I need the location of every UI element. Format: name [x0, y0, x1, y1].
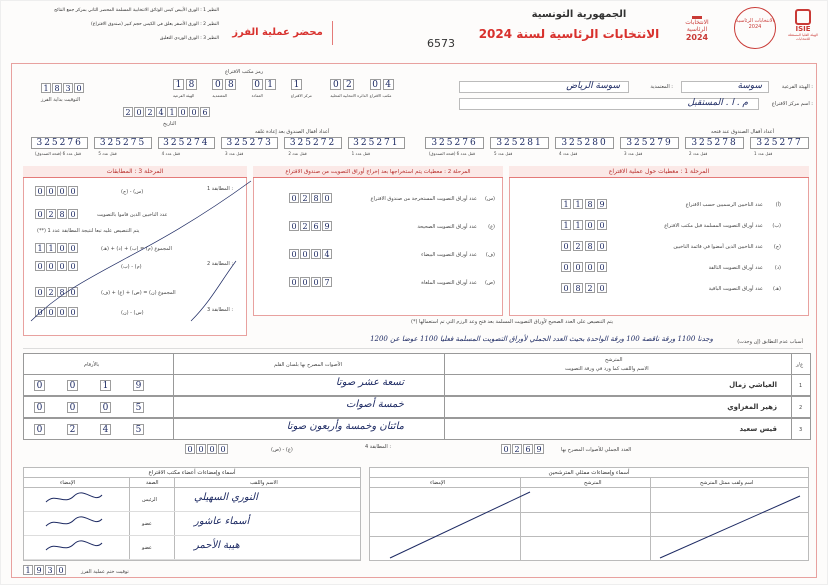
- member-row: [24, 488, 360, 512]
- lock-field: 325276 قفل عدد 6 (فتحة الصندوق): [425, 137, 488, 161]
- member-role: عضو: [142, 521, 152, 527]
- stage1-row: 0 8 2 0 عدد أوراق التصويت الباقية (هـ): [509, 281, 809, 299]
- voters-digits[interactable]: 0 2 8 0: [35, 209, 85, 221]
- date-group: 2 0 2 4 1 0 0 6 التاريخ: [123, 107, 223, 119]
- lock-field: 325279 قفل عدد 3: [620, 137, 683, 161]
- code-segment: 1 مركز الاقتراع: [291, 80, 312, 98]
- mismatch-row: أسباب عدم التطابق (إن وجدت) وجدنا 1100 ورقة ناقصة 100 ورقة الواحدة بحيث العدد الجملي لأوراق التصويت المسلمة فعليا 1100 عوضا عن 1200: [370, 335, 803, 345]
- match2-digits[interactable]: 0 0 0 0: [35, 261, 85, 273]
- votes-in-words: مائتان وخمسة وأربعون صوتا: [286, 421, 404, 432]
- header-name: المترشح الاسم واللقب كما ورد في ورقة التصويت: [444, 353, 792, 375]
- vote-count-form: الانتخابات الرئاسية 2024 ISIE الهيئة العليا المستقلة للانتخابات الانتخابات الرئاسية 2024 الجمهورية التونسية الانتخابات الرئاسية لسنة 2024 6573 محضر عملية الفرز النظير 1 : الورق الأبيض كيس الوثائق الانتخابية المسلمة المحضر الثاني بمركز جمع النتائج النظير 2 : الورق الأصفر يعلق في الكيس حجم كبير (صندوق الاقتراع) النظير 3 : الورق الوردي التعليق 1 8 3 0 التوقيت بداية الفرز رمز مكتب الاقتراع 1 8 الهيئة الفرعية 0 8 المعتمدية 0 1 العمادة 1 مركز الاقتراع 0 2 الدائرة الانتخابية المحلية 0 4 مكتب الاقتراع 2 0 2 4 1 0 0 6 التاريخ الهيئة الفرعية : سوسة المعتمدية : سوسة الرياض اسم مركز الاقتراع : م . ا . المستقبل أعداد أقفال الصندوق عند فتحه 325277 قفل عدد 1 325278 قفل عدد 2 325279 قفل عدد 3 325280 قفل عدد 4 325281 قفل عدد 5 325276 قفل عدد 6 (فتحة الصندوق) أعداد أقفال الصندوق بعد إعادة غلقه 325271 قفل عدد 1 325272 قفل عدد 2 325273 قفل عدد 3 325274 قفل عدد 4 325275 قفل عدد 5 325276 قفل عدد 6 (فتحة الصندوق) المرحلة 3 : المطابقات 0 0 0 0 (ج) - (س) المطابقة 1 : 0 2 8 0 عدد الناخبين الذين قاموا بالتصويت (**) يتم التنصيص عليه تبعا لنتيجة المطابقة عدد 1 1 1 0 0 المجموع (م) = (ب) + (د) + (هـ) 0 0 0 0 (ب) - (م) المطابقة 2 : 0 2 8 0 المجموع (ن) = (ص) + (ع) + (ف) 0 0 0 0 (ن) - (س) المطابقة 3 : المرحلة 2 : معطيات يتم استخراجها بعد إخراج أوراق التصويت من صندوق الاقتراع 0 2 8 0 عدد أوراق التصويت المستخرجة من صندوق الاقتراع (س) 0 2 6 9 عدد أوراق التصويت الصحيحة (ع) 0 0 0 4 عدد أوراق التصويت البيضاء (ف) 0 0 0 7 عدد أوراق التصويت الملغاة (ص) المرحلة 1 : معطيات حول عملية الاقتراع 1 1 8 9 عدد الناخبين الرسميين حسب الاقتراع (أ) 1 1 0 0 عدد أوراق التصويت المسلمة قبل مكتب الاقتراع (ب) 0 2 8 0 عدد الناخبين الذين أمضوا في قائمة الناخبين (ج) 0 0 0 0 عدد أوراق التصويت التالفة (د) 0 8 2 0 عدد أوراق التصويت الباقية (هـ) (*) يتم التنصيص على العدد الصحيح لأوراق التصويت المسلمة بعد فتح وعد الرزم التي تم استعمالها أسباب عدم التطابق (إن وجدت) وجدنا 1100 ورقة ناقصة 100 ورقة الواحدة بحيث العدد الجملي لأوراق التصويت المسلمة فعليا 1100 عوضا عن 1200 ع/ر المترشح الاسم واللقب كما ورد في ورقة التصويت الأصوات المصرح بها بلسان القلم بالأرقام 1 العياشي زمال تسعة عشر صوتا 0 0 1 9 2 زهير المغزاوي خمسة أصوات 0 0 0 5 3 قيس سعيد مائتان وخمسة وأربعون صوتا 0 2 4 5 0 0 0 0 (ص) - (ع) المطابقة 4 : 0 2 6 9 العدد الجملي للأصوات المصرح بها أسماء وإمضاءات أعضاء مكتب الاقتراع الإمضاء الصفة الاسم واللقب النوري السهيلي الرئيس أسماء عاشور عضو هيبة الأحمر عضو أسماء وإمضاءات ممثلي المترشحين الإمضاء المترشح اسم ولقب ممثل المترشح 1 9 3 0 توقيت ختم عملية الفرز: [0, 0, 828, 585]
- header-digits: بالأرقام: [23, 353, 174, 375]
- member-rows: [24, 488, 360, 560]
- member-row: [24, 512, 360, 536]
- votes-in-words: خمسة أصوات: [345, 399, 404, 410]
- start-time-group: 1 8 3 0 التوقيت بداية الفرز: [41, 83, 91, 95]
- stage2-row: 0 0 0 4 عدد أوراق التصويت البيضاء (ف): [253, 247, 503, 267]
- stage3-title: المرحلة 3 : المطابقات: [23, 166, 247, 178]
- match3-digits[interactable]: 0 0 0 0: [35, 307, 85, 319]
- lock-value[interactable]: 325278: [685, 137, 744, 149]
- stage2-row: 0 2 6 9 عدد أوراق التصويت الصحيحة (ع): [253, 219, 503, 239]
- lock-value[interactable]: 325272: [284, 137, 341, 149]
- signature-icon: [44, 540, 104, 554]
- stage1-rows: [509, 197, 809, 307]
- end-time-group: 1 9 3 0 توقيت ختم عملية الفرز: [23, 565, 173, 579]
- table-row: 2 زهير المغزاوي خمسة أصوات 0 0 0 5: [23, 396, 811, 418]
- lock-value[interactable]: 325277: [750, 137, 809, 149]
- copy-row: النظير 2 : الورق الأصفر يعلق في الكيس حجم كبير (صندوق الاقتراع): [91, 22, 219, 27]
- representatives-header: الإمضاء المترشح اسم ولقب ممثل المترشح: [370, 478, 808, 488]
- stage1-row: 1 1 0 0 عدد أوراق التصويت المسلمة قبل مكتب الاقتراع (ب): [509, 218, 809, 236]
- lock-field: 325273 قفل عدد 3: [221, 137, 282, 161]
- lock-field: 325280 قفل عدد 4: [555, 137, 618, 161]
- lock-value[interactable]: 325281: [490, 137, 549, 149]
- elections-logo-icon: [692, 11, 702, 19]
- header-no: ع/ر: [791, 353, 811, 375]
- code-segment: 1 8 الهيئة الفرعية: [173, 79, 207, 103]
- date-digits[interactable]: 2 0 2 4 1 0 0 6: [123, 107, 223, 119]
- member-name: النوري السهيلي: [194, 492, 258, 503]
- members-title: أسماء وإمضاءات أعضاء مكتب الاقتراع: [24, 468, 360, 478]
- match4-digits[interactable]: 0 0 0 0: [185, 444, 235, 456]
- stage2-title: المرحلة 2 : معطيات يتم استخراجها بعد إخراج أوراق التصويت من صندوق الاقتراع: [253, 166, 503, 178]
- lock-field: 325272 قفل عدد 2: [284, 137, 345, 161]
- table-row: 3 قيس سعيد مائتان وخمسة وأربعون صوتا 0 2 4 5: [23, 418, 811, 440]
- code-segment: 0 1 العمادة: [252, 79, 286, 103]
- match2-sum-digits[interactable]: 1 1 0 0: [35, 243, 85, 255]
- form-number: 6573: [427, 37, 455, 50]
- center-field[interactable]: م . ا . المستقبل: [459, 98, 759, 110]
- lock-field: 325275 قفل عدد 5: [94, 137, 155, 161]
- delegation-field[interactable]: سوسة الرياض: [459, 81, 629, 93]
- header-words: الأصوات المصرح بها بلسان القلم: [173, 353, 445, 375]
- locks-before-label: أعداد أقفال الصندوق عند فتحه: [711, 129, 775, 135]
- lock-value[interactable]: 325275: [94, 137, 151, 149]
- code-segment: 0 8 المعتمدية: [212, 79, 246, 103]
- lock-value[interactable]: 325279: [620, 137, 679, 149]
- stage1-title: المرحلة 1 : معطيات حول عملية الاقتراع: [509, 166, 809, 178]
- lock-field: 325271 قفل عدد 1: [348, 137, 409, 161]
- location-fields: الهيئة الفرعية : سوسة المعتمدية : سوسة الرياض اسم مركز الاقتراع : م . ا . المستقبل: [415, 81, 813, 115]
- elections-logo: الانتخابات الرئاسية 2024: [677, 11, 717, 53]
- candidate-name: زهير المغزاوي: [727, 403, 777, 411]
- representatives-title: أسماء وإمضاءات ممثلي المترشحين: [370, 468, 808, 478]
- representatives-table: [369, 467, 809, 561]
- member-row: [24, 536, 360, 560]
- lock-value[interactable]: 325280: [555, 137, 614, 149]
- copy-row: النظير 1 : الورق الأبيض كيس الوثائق الانتخابية المسلمة المحضر الثاني بمركز جمع النتائج: [54, 8, 219, 13]
- table-row: 1 العياشي زمال تسعة عشر صوتا 0 0 1 9: [23, 374, 811, 396]
- members-header: الإمضاء الصفة الاسم واللقب: [24, 478, 360, 488]
- total-row: 0 0 0 0 (ص) - (ع) المطابقة 4 : 0 2 6 9 العدد الجملي للأصوات المصرح بها: [23, 441, 811, 459]
- stage1-row: 0 2 8 0 عدد الناخبين الذين أمضوا في قائمة الناخبين (ج): [509, 239, 809, 257]
- lock-value[interactable]: 325273: [221, 137, 278, 149]
- votes-in-words: تسعة عشر صوتا: [335, 377, 404, 388]
- lock-field: 325277 قفل عدد 1: [750, 137, 813, 161]
- stage1-row: 1 1 8 9 عدد الناخبين الرسميين حسب الاقتراع (أ): [509, 197, 809, 215]
- stage2-row: 0 0 0 7 عدد أوراق التصويت الملغاة (ص): [253, 275, 503, 295]
- polling-code-group: رمز مكتب الاقتراع 1 8 الهيئة الفرعية 0 8 المعتمدية 0 1 العمادة 1 مركز الاقتراع 0 2 الدائرة الانتخابية المحلية 0 4 مكتب الاقتراع: [173, 69, 409, 103]
- code-segment: 0 2 الدائرة الانتخابية المحلية: [330, 80, 368, 98]
- stage2-row: 0 2 8 0 عدد أوراق التصويت المستخرجة من صندوق الاقتراع (س): [253, 191, 503, 211]
- form-title: محضر عملية الفرز: [232, 27, 323, 38]
- copy-row: النظير 3 : الورق الوردي التعليق: [159, 36, 219, 41]
- branch-field[interactable]: سوسة: [681, 81, 769, 93]
- candidates-table: [23, 353, 811, 461]
- member-role: الرئيس: [142, 497, 157, 503]
- members-table: [23, 467, 361, 561]
- locks-after: [31, 137, 411, 161]
- stage1-note: (*) يتم التنصيص على العدد الصحيح لأوراق التصويت المسلمة بعد فتح وعد الرزم التي تم استعمالها: [411, 319, 613, 325]
- lock-field: 325276 قفل عدد 6 (فتحة الصندوق): [31, 137, 92, 161]
- candidate-name: قيس سعيد: [739, 425, 777, 433]
- member-role: عضو: [142, 545, 152, 551]
- isie-logo-icon: [795, 9, 811, 25]
- copies-list: [13, 8, 219, 56]
- lock-value[interactable]: 325274: [158, 137, 215, 149]
- election-title: الانتخابات الرئاسية لسنة 2024: [478, 27, 660, 41]
- lock-field: 325281 قفل عدد 5: [490, 137, 553, 161]
- lock-field: 325274 قفل عدد 4: [158, 137, 219, 161]
- signature-icon: [44, 492, 104, 506]
- signature-icon: [44, 516, 104, 530]
- stage1-row: 0 0 0 0 عدد أوراق التصويت التالفة (د): [509, 260, 809, 278]
- code-segment: 0 4 مكتب الاقتراع: [370, 79, 404, 103]
- lock-value[interactable]: 325276: [31, 137, 88, 149]
- match1-digits[interactable]: 0 0 0 0: [35, 186, 85, 198]
- polling-code-digits[interactable]: [173, 79, 409, 103]
- lock-field: 325278 قفل عدد 2: [685, 137, 748, 161]
- locks-after-label: أعداد أقفال الصندوق بعد إعادة غلقه: [255, 129, 330, 135]
- end-time-digits[interactable]: 1 9 3 0: [23, 565, 71, 577]
- match3-sum-digits[interactable]: 0 2 8 0: [35, 287, 85, 299]
- locks-before: [425, 137, 815, 161]
- total-digits[interactable]: 0 2 6 9: [501, 444, 551, 456]
- republic-title: الجمهورية التونسية: [531, 9, 627, 20]
- strike-line-icon: [370, 468, 808, 562]
- member-name: هيبة الأحمر: [194, 540, 240, 551]
- lock-value[interactable]: 325271: [348, 137, 405, 149]
- candidate-name: العياشي زمال: [729, 381, 777, 389]
- stamp-icon: الانتخابات الرئاسية 2024: [734, 7, 776, 49]
- form-title-box: [223, 21, 333, 45]
- lock-value[interactable]: 325276: [425, 137, 484, 149]
- candidate-rows: [23, 374, 811, 440]
- stage2-rows: [253, 191, 503, 311]
- start-time-digits[interactable]: 1 8 3 0: [41, 83, 91, 95]
- member-name: أسماء عاشور: [194, 516, 250, 527]
- isie-logo: ISIE الهيئة العليا المستقلة للانتخابات: [786, 9, 820, 49]
